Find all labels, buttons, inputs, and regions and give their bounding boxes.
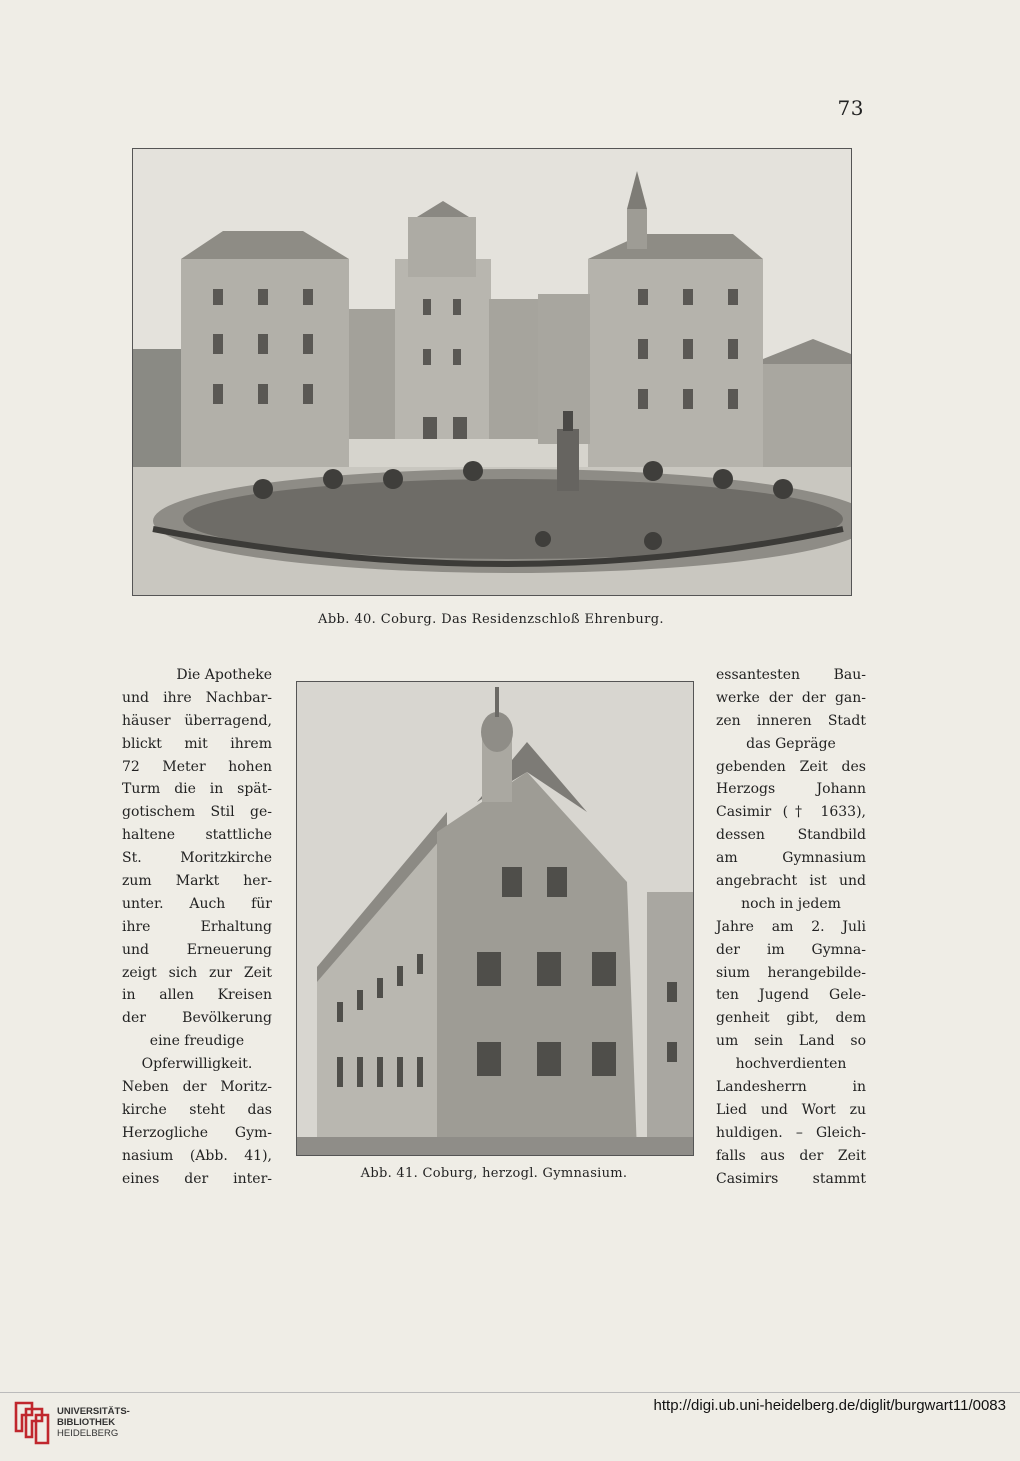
text-line: Landesherrn in bbox=[716, 1079, 866, 1096]
text-line: Opferwilligkeit. bbox=[141, 1056, 253, 1073]
text-line: eine freudige bbox=[149, 1033, 245, 1050]
text-line: zen inneren Stadt bbox=[716, 712, 866, 729]
text-line: sium herangebilde- bbox=[716, 964, 866, 981]
university-library-logo-icon bbox=[12, 1397, 52, 1447]
text-line: ihre Erhaltung bbox=[122, 918, 272, 935]
text-line: und Erneuerung bbox=[122, 941, 272, 958]
text-line: hochverdienten bbox=[735, 1056, 847, 1073]
text-line: blickt mit ihrem bbox=[122, 735, 272, 752]
text-line: essantesten Bau- bbox=[716, 667, 866, 683]
text-line: zum Markt her- bbox=[122, 873, 272, 890]
source-url-link[interactable]: http://digi.ub.uni-heidelberg.de/diglit/burgwart11/0083 bbox=[653, 1397, 1006, 1414]
library-name-line2: BIBLIOTHEK bbox=[57, 1417, 116, 1428]
figure-41-photo bbox=[296, 681, 694, 1156]
text-line: gotischem Stil ge- bbox=[122, 804, 272, 821]
text-line: um sein Land so bbox=[716, 1033, 866, 1050]
text-line: falls aus der Zeit bbox=[716, 1147, 866, 1164]
gymnasium-photo bbox=[297, 682, 693, 1155]
text-line: häuser überragend, bbox=[122, 712, 272, 729]
text-line: der im Gymna- bbox=[716, 941, 866, 958]
right-text-column bbox=[716, 664, 866, 1190]
text-line: Turm die in spät- bbox=[122, 781, 272, 798]
figure-40-caption: Abb. 40. Coburg. Das Residenzschloß Ehrenburg. bbox=[318, 612, 664, 627]
text-line: das Gepräge bbox=[746, 735, 836, 752]
text-line: Herzogs Johann bbox=[716, 781, 866, 798]
text-line: Herzogliche Gym- bbox=[122, 1124, 272, 1141]
text-line: der Bevölkerung bbox=[122, 1010, 272, 1027]
text-line: und ihre Nachbar- bbox=[122, 689, 272, 706]
text-line: am Gymnasium bbox=[716, 850, 866, 867]
ehrenburg-photo bbox=[133, 149, 851, 595]
text-line: in allen Kreisen bbox=[122, 987, 272, 1004]
page-number: 73 bbox=[837, 96, 864, 120]
footer-divider bbox=[0, 1392, 1020, 1393]
text-line: ten Jugend Gele- bbox=[716, 987, 866, 1004]
text-line: zeigt sich zur Zeit bbox=[122, 964, 272, 981]
text-line: werke der der gan- bbox=[716, 689, 866, 706]
library-name bbox=[57, 1406, 130, 1439]
text-line: Casimir († 1633), bbox=[716, 804, 866, 821]
text-line: kirche steht das bbox=[122, 1101, 272, 1118]
library-name-line3: HEIDELBERG bbox=[57, 1428, 119, 1439]
text-line: Die Apotheke bbox=[176, 667, 272, 683]
text-line: noch in jedem bbox=[741, 895, 841, 912]
text-line: haltene stattliche bbox=[122, 827, 272, 844]
left-text-column bbox=[122, 664, 272, 1190]
text-line: angebracht ist und bbox=[716, 873, 866, 890]
text-line: genheit gibt, dem bbox=[716, 1010, 866, 1027]
figure-41-caption: Abb. 41. Coburg, herzogl. Gymnasium. bbox=[360, 1166, 628, 1181]
text-line: dessen Standbild bbox=[716, 827, 866, 844]
text-line: Neben der Moritz- bbox=[122, 1079, 272, 1096]
text-line: St. Moritzkirche bbox=[122, 850, 272, 867]
text-line: gebenden Zeit des bbox=[716, 758, 866, 775]
text-line: Jahre am 2. Juli bbox=[716, 918, 866, 935]
figure-40-photo bbox=[132, 148, 852, 596]
text-line: Casimirs stammt bbox=[716, 1170, 866, 1187]
text-line: huldigen. – Gleich- bbox=[716, 1124, 866, 1141]
library-name-line1: UNIVERSITÄTS- bbox=[57, 1406, 130, 1417]
text-line: eines der inter- bbox=[122, 1170, 272, 1187]
text-line: unter. Auch für bbox=[122, 895, 272, 912]
text-line: 72 Meter hohen bbox=[122, 758, 272, 775]
text-line: nasium (Abb. 41), bbox=[122, 1147, 272, 1164]
text-line: Lied und Wort zu bbox=[716, 1101, 866, 1118]
